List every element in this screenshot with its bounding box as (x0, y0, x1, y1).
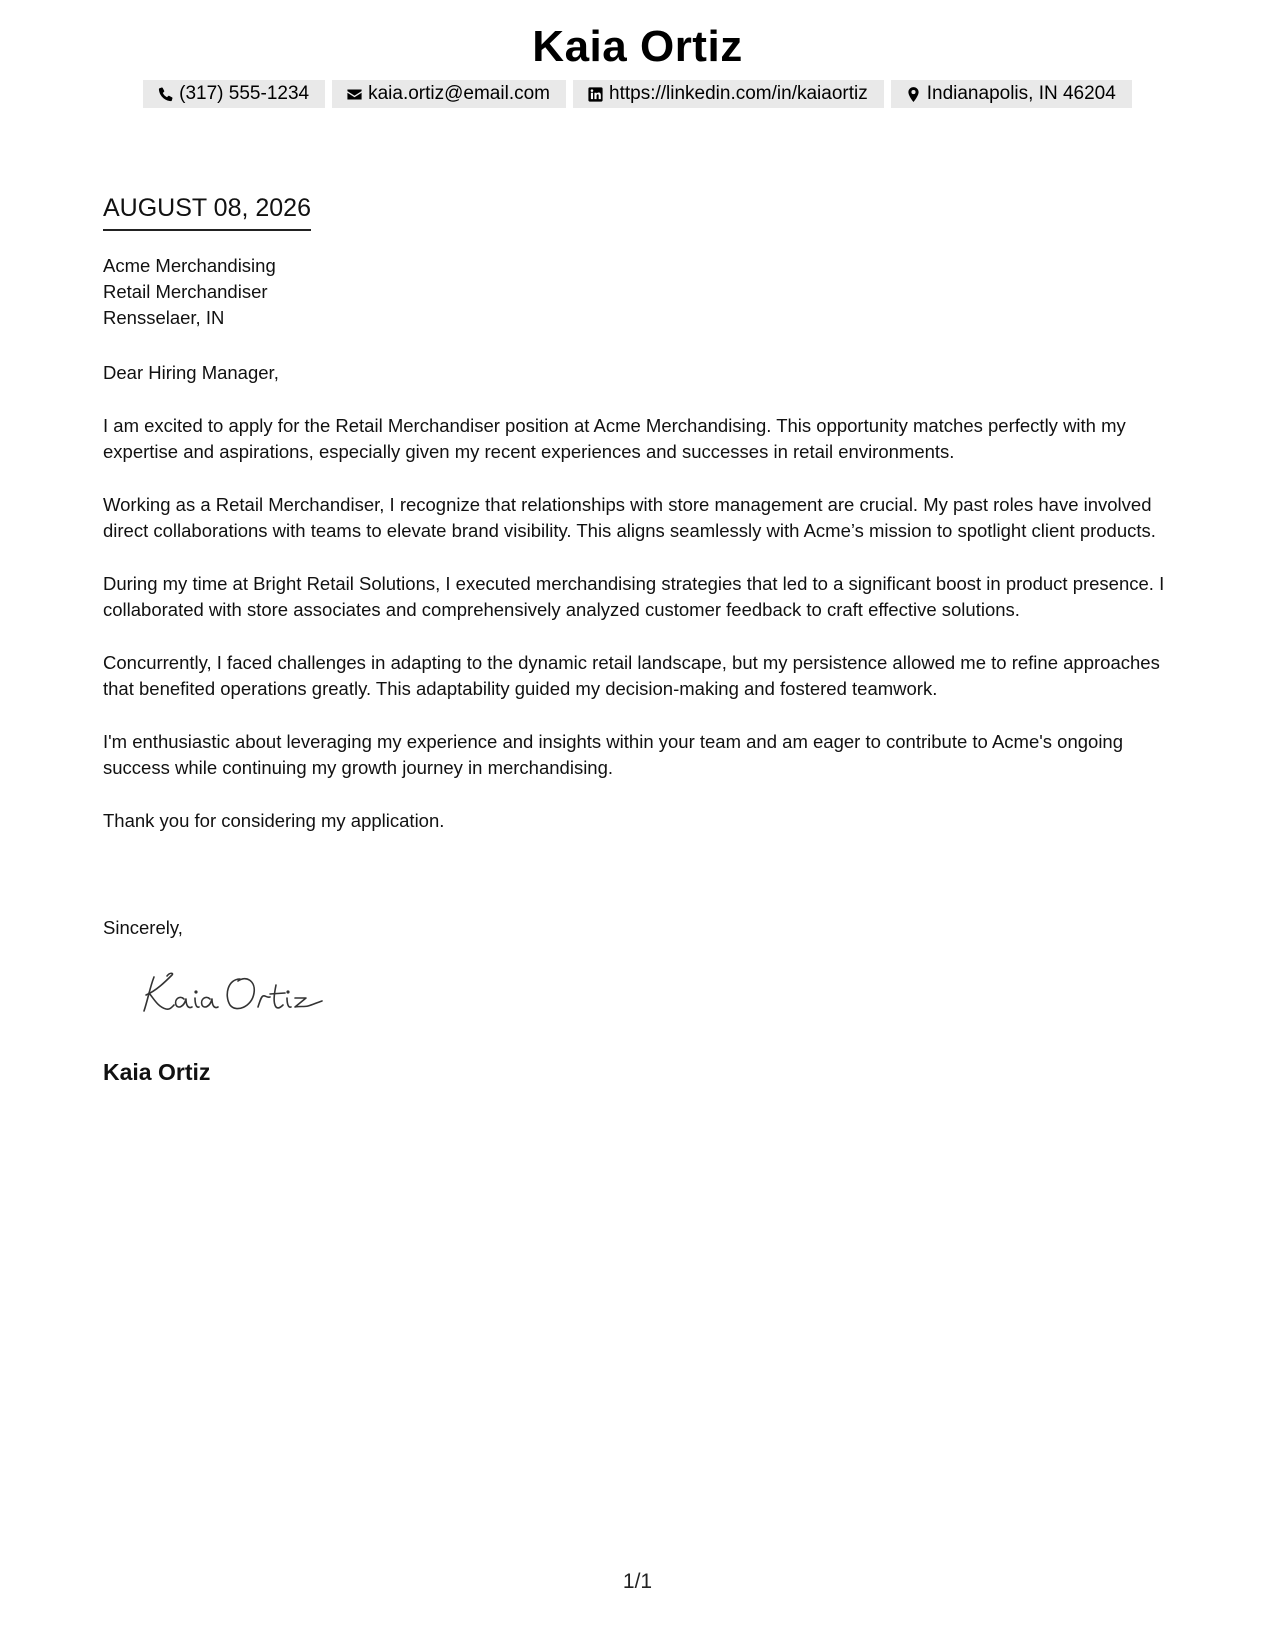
map-pin-icon (905, 86, 927, 103)
body-paragraph: I am excited to apply for the Retail Merchandiser position at Acme Merchandising. This opportunity matches perfectly with my expertise and aspirations, especially given my recent experiences and successes in retail environments. (103, 414, 1126, 462)
envelope-icon (346, 86, 368, 103)
closing: Sincerely, (103, 917, 183, 938)
salutation: Dear Hiring Manager, (103, 362, 279, 383)
recipient-position: Retail Merchandiser (103, 281, 268, 302)
linkedin-text: https://linkedin.com/in/kaiaortiz (609, 83, 868, 104)
recipient-company: Acme Merchandising (103, 255, 276, 276)
contact-location (891, 80, 1132, 108)
location-text: Indianapolis, IN 46204 (926, 83, 1116, 104)
letter-date: AUGUST 08, 2026 (103, 194, 311, 231)
body-paragraph: Working as a Retail Merchandiser, I recognize that relationships with store management are crucial. My past roles have involved direct collaborations with teams to elevate brand visibility. This aligns seamlessly with Acme’s mission to spotlight client products. (103, 493, 1156, 541)
contact-email (332, 80, 566, 108)
contact-phone (143, 80, 325, 108)
recipient-block (103, 253, 276, 331)
signer-name: Kaia Ortiz (103, 1059, 211, 1085)
linkedin-icon (587, 86, 609, 103)
phone-icon (157, 86, 179, 103)
recipient-location: Rensselaer, IN (103, 307, 225, 328)
contact-linkedin (573, 80, 884, 108)
applicant-name-heading: Kaia Ortiz (532, 22, 743, 71)
page-number: 1/1 (622, 1570, 653, 1593)
thank-you-line: Thank you for considering my application. (103, 809, 445, 831)
phone-text: (317) 555-1234 (179, 83, 310, 104)
body-paragraph: I'm enthusiastic about leveraging my experience and insights within your team and am eager to contribute to Acme's ongoing success while continuing my growth journey in merchandising. (103, 730, 1124, 778)
body-paragraph: Concurrently, I faced challenges in adapting to the dynamic retail landscape, but my persistence allowed me to refine approaches that benefited operations greatly. This adaptability guided my decision-making and fostered teamwork. (103, 651, 1160, 699)
body-paragraph: During my time at Bright Retail Solutions, I executed merchandising strategies that led to a significant boost in product presence. I collaborated with store associates and comprehensively analyzed customer feedback to craft effective solutions. (103, 572, 1165, 620)
letter-body (103, 360, 1178, 860)
handwritten-signature (140, 965, 330, 1020)
email-text: kaia.ortiz@email.com (368, 83, 550, 104)
contact-bar (0, 80, 1275, 108)
